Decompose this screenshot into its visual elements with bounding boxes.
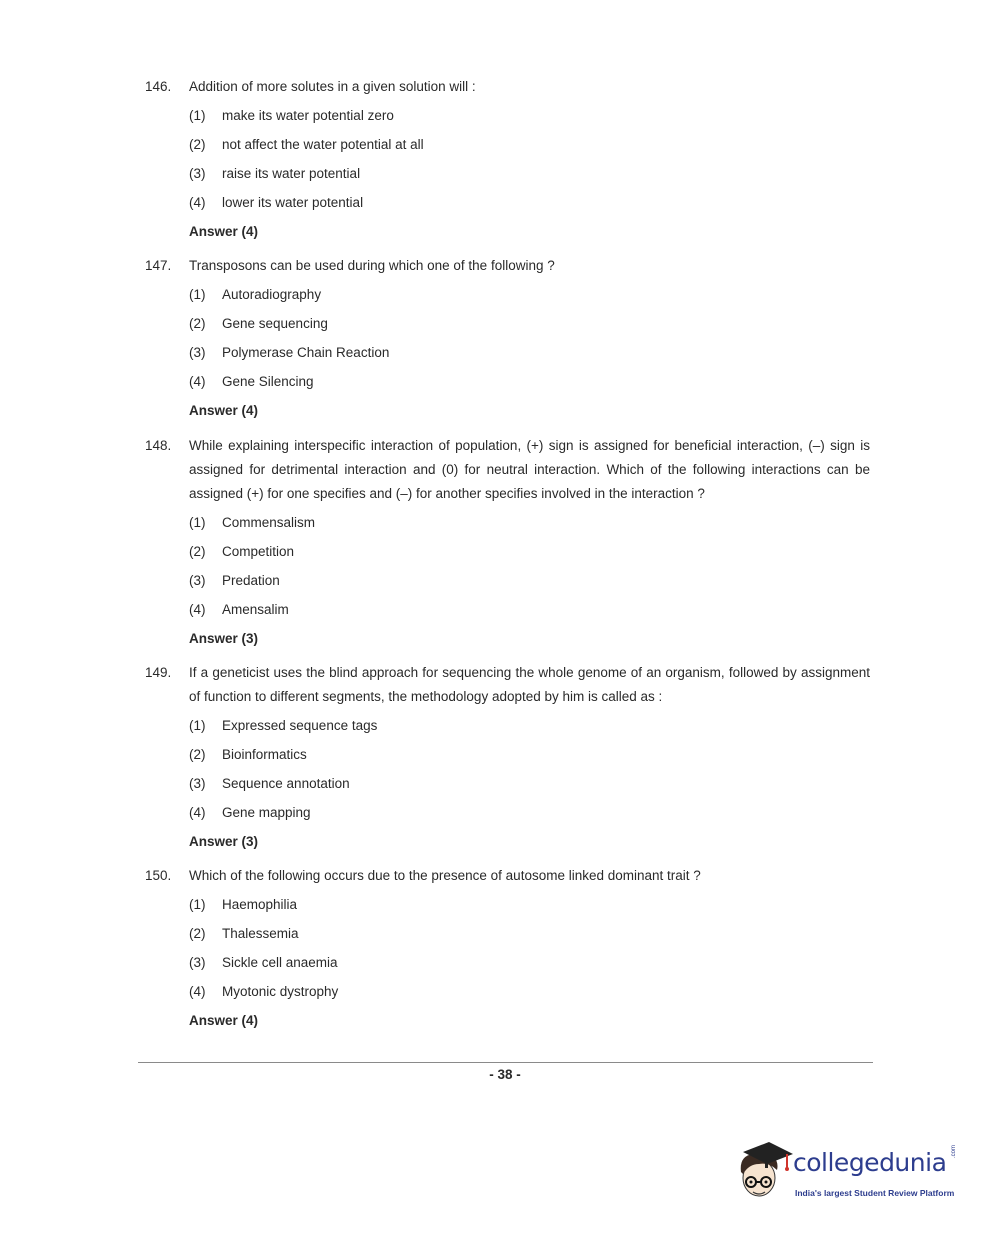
options-list bbox=[189, 714, 870, 830]
option-3 bbox=[189, 341, 870, 370]
option-1 bbox=[189, 283, 870, 312]
option-text: Gene mapping bbox=[222, 805, 311, 820]
question-text: While explaining interspecific interaction of population, (+) sign is assigned for beneficial interaction, (–) sign is assigned for detrimental interaction and (0) for neutral interaction. Which of the following interactions can be assigned (+) for one specifies and (–) for another specifies involved in the interaction ? bbox=[189, 438, 870, 501]
option-text: Commensalism bbox=[222, 515, 316, 530]
question-146 bbox=[145, 75, 870, 244]
option-number: (3) bbox=[189, 573, 206, 588]
option-text: Haemophilia bbox=[222, 897, 298, 912]
option-text: Polymerase Chain Reaction bbox=[222, 345, 390, 360]
option-1 bbox=[189, 893, 870, 922]
answer-label: Answer (4) bbox=[189, 224, 259, 239]
option-text: Myotonic dystrophy bbox=[222, 984, 339, 999]
option-number: (2) bbox=[189, 137, 206, 152]
question-150 bbox=[145, 864, 870, 1033]
option-number: (1) bbox=[189, 718, 206, 733]
option-4 bbox=[189, 191, 870, 220]
option-number: (3) bbox=[189, 955, 206, 970]
option-text: Sequence annotation bbox=[222, 776, 350, 791]
question-number: 146. bbox=[145, 79, 172, 94]
option-3 bbox=[189, 951, 870, 980]
logo-tagline: India's largest Student Review Platform bbox=[795, 1188, 955, 1198]
option-number: (4) bbox=[189, 984, 206, 999]
logo-wordmark: collegedunia bbox=[793, 1148, 947, 1177]
option-number: (1) bbox=[189, 108, 206, 123]
option-text: Predation bbox=[222, 573, 280, 588]
options-list bbox=[189, 283, 870, 399]
options-list bbox=[189, 511, 870, 627]
answer-label: Answer (3) bbox=[189, 834, 259, 849]
option-number: (2) bbox=[189, 544, 206, 559]
option-4 bbox=[189, 370, 870, 399]
question-text: Addition of more solutes in a given solution will : bbox=[189, 79, 476, 94]
option-number: (1) bbox=[189, 287, 206, 302]
option-1 bbox=[189, 714, 870, 743]
question-148 bbox=[145, 434, 870, 651]
option-2 bbox=[189, 922, 870, 951]
question-number: 150. bbox=[145, 868, 172, 883]
collegedunia-logo bbox=[735, 1138, 965, 1208]
option-text: raise its water potential bbox=[222, 166, 361, 181]
option-text: Competition bbox=[222, 544, 295, 559]
option-number: (3) bbox=[189, 345, 206, 360]
answer-label: Answer (3) bbox=[189, 631, 259, 646]
option-text: not affect the water potential at all bbox=[222, 137, 424, 152]
option-3 bbox=[189, 772, 870, 801]
logo-domain-suffix: .com bbox=[951, 1144, 957, 1158]
option-number: (4) bbox=[189, 374, 206, 389]
option-number: (2) bbox=[189, 926, 206, 941]
student-mascot-icon bbox=[735, 1138, 793, 1204]
page-number: - 38 - bbox=[489, 1067, 521, 1082]
option-3 bbox=[189, 162, 870, 191]
option-2 bbox=[189, 540, 870, 569]
option-2 bbox=[189, 743, 870, 772]
answer-label: Answer (4) bbox=[189, 403, 259, 418]
question-number: 149. bbox=[145, 665, 172, 680]
option-number: (2) bbox=[189, 316, 206, 331]
option-4 bbox=[189, 801, 870, 830]
question-text: Transposons can be used during which one of the following ? bbox=[189, 258, 555, 273]
option-3 bbox=[189, 569, 870, 598]
option-4 bbox=[189, 598, 870, 627]
option-4 bbox=[189, 980, 870, 1009]
option-text: Gene sequencing bbox=[222, 316, 328, 331]
option-text: lower its water potential bbox=[222, 195, 364, 210]
option-text: Amensalim bbox=[222, 602, 289, 617]
option-number: (4) bbox=[189, 602, 206, 617]
option-text: Bioinformatics bbox=[222, 747, 307, 762]
option-1 bbox=[189, 104, 870, 133]
option-text: make its water potential zero bbox=[222, 108, 394, 123]
option-text: Thalessemia bbox=[222, 926, 299, 941]
question-text: If a geneticist uses the blind approach for sequencing the whole genome of an organism, followed by assignment of function to different segments, the methodology adopted by him is called as : bbox=[189, 665, 870, 704]
option-text: Gene Silencing bbox=[222, 374, 314, 389]
option-number: (3) bbox=[189, 776, 206, 791]
question-number: 147. bbox=[145, 258, 172, 273]
option-number: (2) bbox=[189, 747, 206, 762]
option-text: Autoradiography bbox=[222, 287, 322, 302]
answer-label: Answer (4) bbox=[189, 1013, 259, 1028]
footer-divider bbox=[138, 1062, 873, 1063]
option-2 bbox=[189, 133, 870, 162]
option-number: (3) bbox=[189, 166, 206, 181]
question-147 bbox=[145, 254, 870, 423]
option-text: Expressed sequence tags bbox=[222, 718, 378, 733]
option-number: (1) bbox=[189, 897, 206, 912]
option-2 bbox=[189, 312, 870, 341]
option-number: (1) bbox=[189, 515, 206, 530]
option-number: (4) bbox=[189, 195, 206, 210]
question-149 bbox=[145, 661, 870, 854]
option-number: (4) bbox=[189, 805, 206, 820]
question-text: Which of the following occurs due to the presence of autosome linked dominant trait ? bbox=[189, 868, 701, 883]
options-list bbox=[189, 104, 870, 220]
question-number: 148. bbox=[145, 438, 172, 453]
options-list bbox=[189, 893, 870, 1009]
option-text: Sickle cell anaemia bbox=[222, 955, 338, 970]
option-1 bbox=[189, 511, 870, 540]
